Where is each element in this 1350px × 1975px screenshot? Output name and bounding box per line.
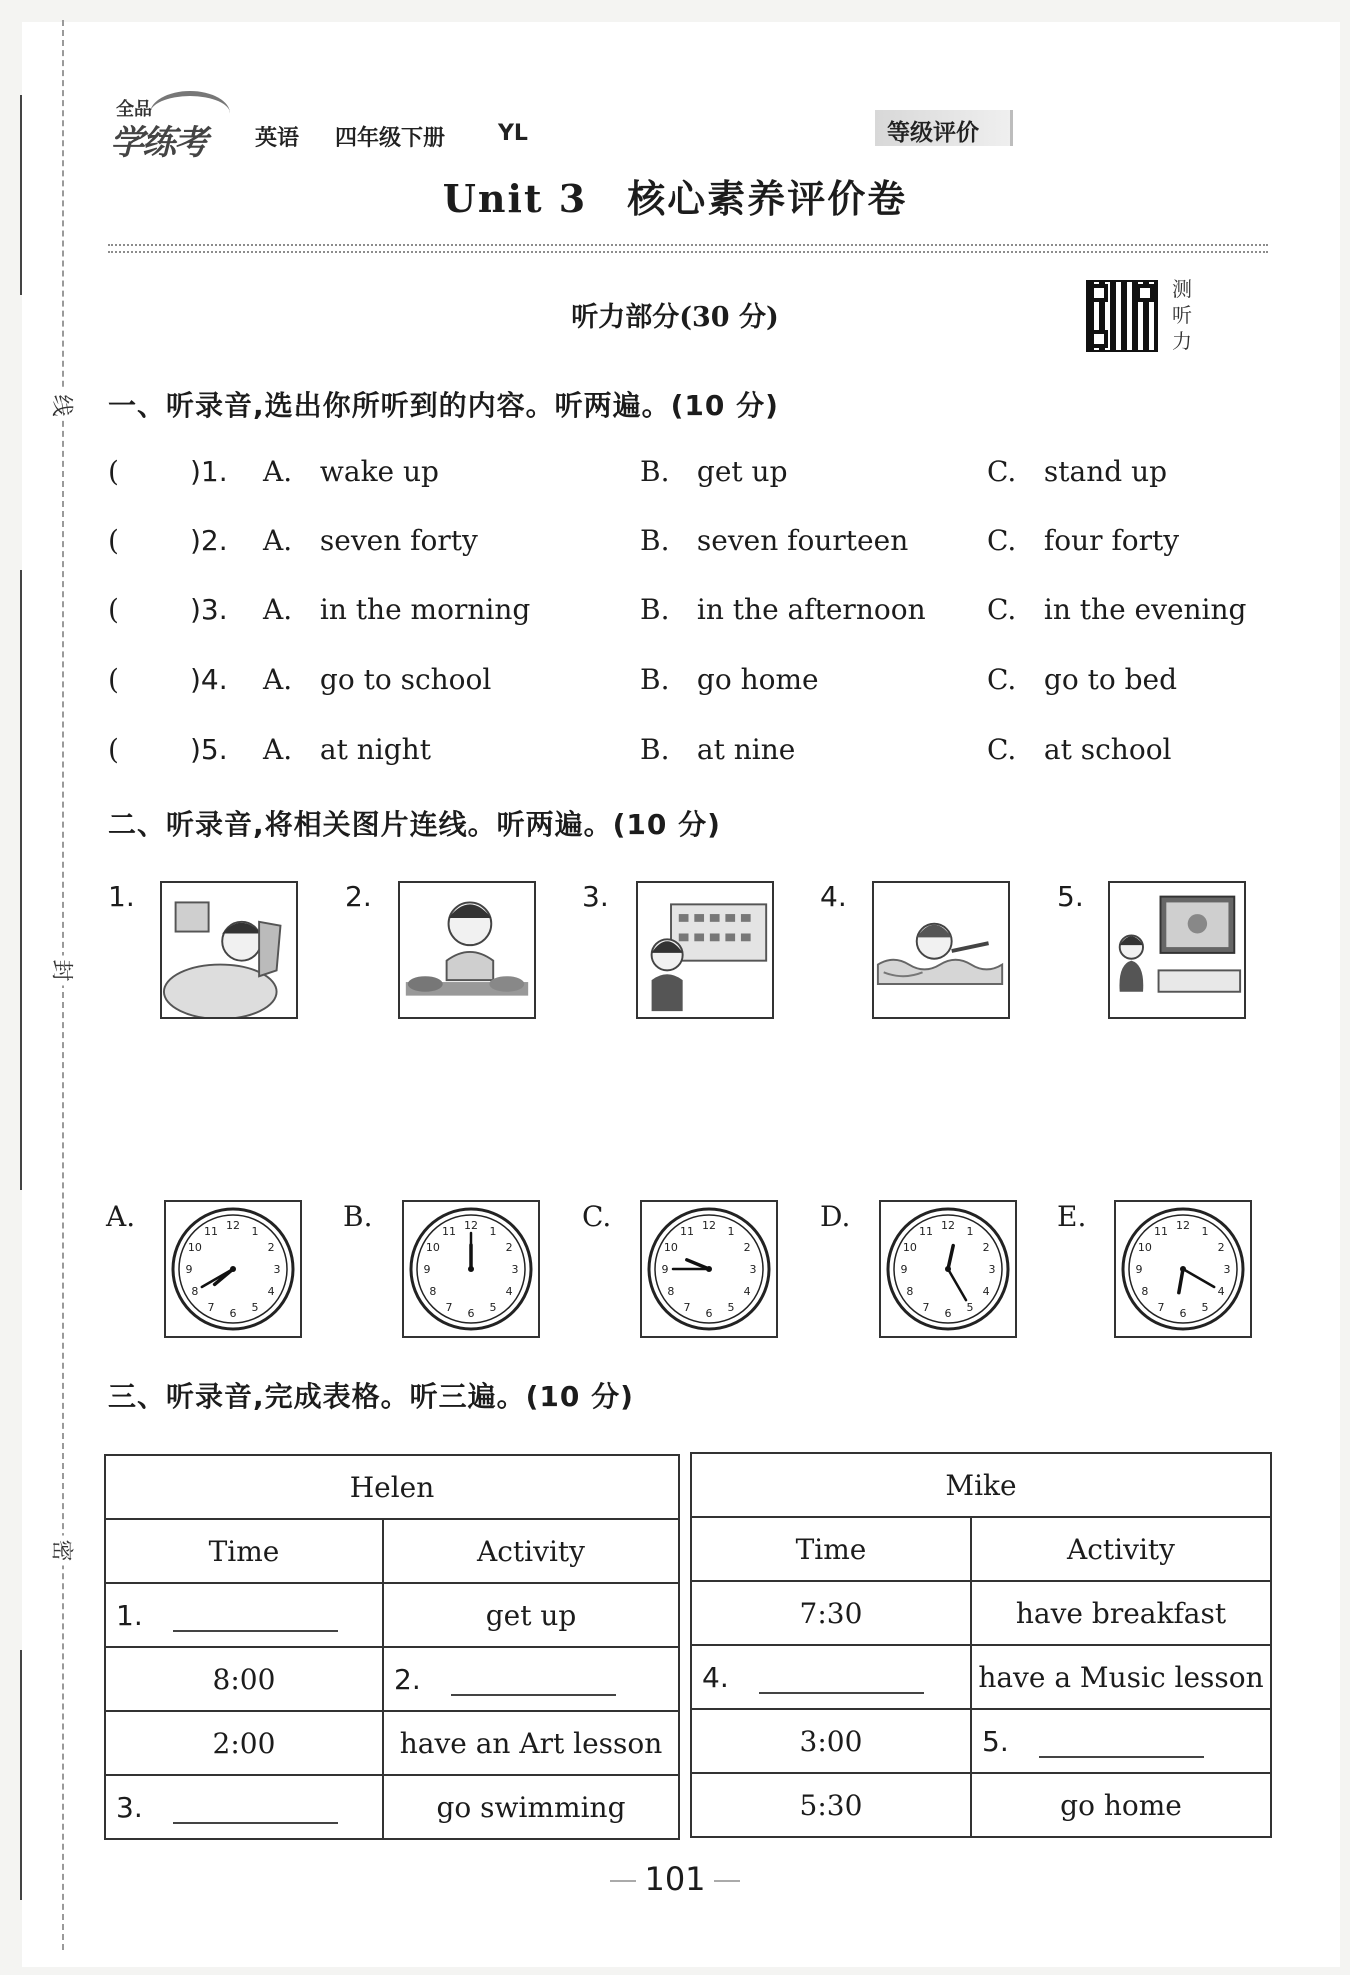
option-a: A. wake up — [263, 455, 439, 488]
option-b: B. get up — [640, 455, 788, 488]
option-a: A. go to school — [263, 663, 492, 696]
table-header-name: Mike — [691, 1453, 1271, 1517]
clock-a[interactable] — [164, 1200, 302, 1338]
clock-number: 1 — [727, 1224, 735, 1238]
question-number: )2. — [190, 524, 228, 557]
clock-number: 12 — [941, 1219, 955, 1232]
question-number: )5. — [190, 733, 228, 766]
clock-d[interactable] — [879, 1200, 1017, 1338]
logo-small-text: 全品 — [116, 99, 152, 120]
edition-label: YL — [498, 121, 528, 146]
section1-heading: 一、听录音,选出你所听到的内容。听两遍。(10 分) — [108, 389, 779, 422]
clock-number: 4 — [743, 1285, 751, 1298]
clock-number: 7 — [1157, 1301, 1165, 1315]
girl-at-school-picture[interactable] — [636, 881, 774, 1019]
table-cell: 2:00 — [105, 1711, 383, 1775]
option-b: B. in the afternoon — [640, 593, 926, 626]
answer-line[interactable] — [1039, 1730, 1204, 1758]
clock-number: 12 — [1176, 1219, 1190, 1232]
clock-center — [230, 1266, 236, 1272]
table-header-name: Helen — [105, 1455, 679, 1519]
margin-char-feng: 封 — [48, 956, 79, 986]
answer-line[interactable] — [173, 1604, 338, 1632]
section3-heading: 三、听录音,完成表格。听三遍。(10 分) — [108, 1380, 634, 1413]
clock-letter: E. — [1057, 1200, 1087, 1233]
clock-number: 7 — [207, 1301, 215, 1315]
publisher-logo — [110, 95, 232, 165]
page-number: 101 — [0, 1860, 1350, 1898]
clock-center — [468, 1266, 474, 1272]
clock-number: 5 — [489, 1301, 497, 1315]
picture-number: 3. — [582, 880, 609, 913]
picture-number: 5. — [1057, 880, 1084, 913]
clock-number: 5 — [251, 1301, 259, 1315]
clock-number: 8 — [667, 1285, 675, 1298]
subject-label: 英语 — [255, 126, 300, 151]
picture-number: 1. — [108, 880, 135, 913]
table-cell: have an Art lesson — [383, 1711, 679, 1775]
listening-section-title: 听力部分(30 分) — [571, 302, 779, 333]
clock-number: 9 — [423, 1263, 431, 1276]
answer-blank-cell[interactable]: 2. — [383, 1647, 679, 1711]
clock-number: 9 — [1135, 1263, 1143, 1276]
clock-face-icon — [642, 1202, 776, 1336]
answer-paren[interactable]: ( — [108, 733, 119, 766]
answer-blank-cell[interactable]: 5. — [971, 1709, 1271, 1773]
col-header-time: Time — [691, 1517, 971, 1581]
answer-blank-cell[interactable]: 4. — [691, 1645, 971, 1709]
col-header-activity: Activity — [971, 1517, 1271, 1581]
clock-number: 10 — [1137, 1241, 1152, 1254]
question-row — [108, 663, 1268, 703]
clock-number: 5 — [1201, 1301, 1209, 1315]
clock-number: 11 — [1154, 1224, 1168, 1238]
clock-number: 1 — [1201, 1224, 1209, 1238]
answer-line[interactable] — [173, 1796, 338, 1824]
picture-number: 4. — [820, 880, 847, 913]
clock-number: 8 — [1141, 1285, 1149, 1298]
option-c: C. four forty — [987, 524, 1180, 557]
clock-number: 3 — [511, 1263, 519, 1276]
helen-table — [104, 1454, 680, 1840]
clock-number: 4 — [1217, 1285, 1225, 1298]
answer-line[interactable] — [759, 1666, 924, 1694]
clock-b[interactable] — [402, 1200, 540, 1338]
clock-letter: D. — [820, 1200, 851, 1233]
clock-number: 2 — [982, 1241, 990, 1254]
clock-face-icon — [881, 1202, 1015, 1336]
boy-eating-meal-picture[interactable] — [398, 881, 536, 1019]
clock-number: 10 — [425, 1241, 440, 1254]
clock-face-icon — [166, 1202, 300, 1336]
clock-number: 6 — [229, 1307, 237, 1320]
clock-letter: A. — [106, 1200, 136, 1233]
margin-char-mi: 密 — [48, 1536, 79, 1566]
clock-number: 8 — [906, 1285, 914, 1298]
header-divider — [108, 251, 1268, 253]
answer-blank-cell[interactable]: 1. — [105, 1583, 383, 1647]
header-divider — [108, 244, 1268, 246]
clock-number: 11 — [919, 1224, 933, 1238]
clock-number: 4 — [267, 1285, 275, 1298]
clock-c[interactable] — [640, 1200, 778, 1338]
clock-number: 9 — [900, 1263, 908, 1276]
clock-number: 7 — [445, 1301, 453, 1315]
clock-number: 8 — [429, 1285, 437, 1298]
answer-paren[interactable]: ( — [108, 593, 119, 626]
col-header-time: Time — [105, 1519, 383, 1583]
clock-number: 9 — [185, 1263, 193, 1276]
clock-number: 9 — [661, 1263, 669, 1276]
question-number: )1. — [190, 455, 228, 488]
table-cell: 5:30 — [691, 1773, 971, 1837]
table-cell: 8:00 — [105, 1647, 383, 1711]
clock-number: 11 — [204, 1224, 218, 1238]
clock-number: 3 — [988, 1263, 996, 1276]
binding-solid-line — [20, 570, 22, 1190]
clock-number: 2 — [505, 1241, 513, 1254]
clock-number: 10 — [902, 1241, 917, 1254]
evaluation-tag-text: 等级评价 — [887, 120, 979, 146]
clock-number: 12 — [464, 1219, 478, 1232]
paper-title: 核心素养评价卷 — [627, 176, 908, 221]
clock-number: 6 — [705, 1307, 713, 1320]
clock-number: 1 — [489, 1224, 497, 1238]
margin-char-xian: 线 — [48, 391, 79, 421]
clock-number: 2 — [267, 1241, 275, 1254]
option-a: A. seven forty — [263, 524, 478, 557]
clock-letter: C. — [582, 1200, 612, 1233]
unit-title: Unit 3 — [442, 176, 588, 221]
clock-number: 4 — [982, 1285, 990, 1298]
qr-code-icon[interactable] — [1086, 280, 1158, 352]
clock-number: 8 — [191, 1285, 199, 1298]
table-cell: 7:30 — [691, 1581, 971, 1645]
table-cell: have breakfast — [971, 1581, 1271, 1645]
clock-number: 1 — [966, 1224, 974, 1238]
question-number: )3. — [190, 593, 228, 626]
clock-face-icon — [1116, 1202, 1250, 1336]
answer-paren[interactable]: ( — [108, 455, 119, 488]
table-cell: have a Music lesson — [971, 1645, 1271, 1709]
option-b: B. seven fourteen — [640, 524, 909, 557]
logo-main-text: 学练考 — [110, 123, 206, 163]
answer-paren[interactable]: ( — [108, 663, 119, 696]
clock-number: 3 — [273, 1263, 281, 1276]
clock-number: 7 — [683, 1301, 691, 1315]
clock-number: 6 — [1179, 1307, 1187, 1320]
clock-number: 7 — [922, 1301, 930, 1315]
clock-number: 11 — [680, 1224, 694, 1238]
mike-table — [690, 1452, 1272, 1838]
option-c: C. stand up — [987, 455, 1168, 488]
question-number: )4. — [190, 663, 228, 696]
col-header-activity: Activity — [383, 1519, 679, 1583]
clock-number: 6 — [944, 1307, 952, 1320]
question-row — [108, 455, 1268, 495]
clock-number: 3 — [749, 1263, 757, 1276]
evaluation-tag — [875, 110, 1013, 146]
clock-center — [1180, 1266, 1186, 1272]
clock-number: 2 — [743, 1241, 751, 1254]
clock-e[interactable] — [1114, 1200, 1252, 1338]
clock-number: 11 — [442, 1224, 456, 1238]
page-title — [0, 168, 1350, 223]
option-b: B. at nine — [640, 733, 796, 766]
clock-number: 3 — [1223, 1263, 1231, 1276]
clock-number: 2 — [1217, 1241, 1225, 1254]
answer-paren[interactable]: ( — [108, 524, 119, 557]
section2-heading: 二、听录音,将相关图片连线。听两遍。(10 分) — [108, 808, 721, 841]
clock-number: 12 — [226, 1219, 240, 1232]
clock-center — [706, 1266, 712, 1272]
option-b: B. go home — [640, 663, 819, 696]
clock-number: 5 — [727, 1301, 735, 1315]
option-a: A. in the morning — [263, 593, 531, 626]
picture-number: 2. — [345, 880, 372, 913]
table-cell: 3:00 — [691, 1709, 971, 1773]
clock-number: 10 — [187, 1241, 202, 1254]
clock-number: 4 — [505, 1285, 513, 1298]
boy-swimming-picture[interactable] — [872, 881, 1010, 1019]
clock-face-icon — [404, 1202, 538, 1336]
clock-number: 5 — [966, 1301, 974, 1315]
clock-number: 6 — [467, 1307, 475, 1320]
boy-waking-in-bed-picture[interactable] — [160, 881, 298, 1019]
clock-letter: B. — [343, 1200, 373, 1233]
grade-label: 四年级下册 — [335, 126, 446, 151]
boy-watching-tv-picture[interactable] — [1108, 881, 1246, 1019]
question-row — [108, 593, 1268, 633]
option-c: C. in the evening — [987, 593, 1247, 626]
question-row — [108, 524, 1268, 564]
answer-line[interactable] — [451, 1668, 616, 1696]
answer-blank-cell[interactable]: 3. — [105, 1775, 383, 1839]
table-cell: get up — [383, 1583, 679, 1647]
option-c: C. at school — [987, 733, 1172, 766]
clock-number: 10 — [663, 1241, 678, 1254]
question-row — [108, 733, 1268, 773]
qr-label: 测 听 力 — [1172, 277, 1192, 353]
option-c: C. go to bed — [987, 663, 1178, 696]
clock-number: 1 — [251, 1224, 259, 1238]
table-cell: go swimming — [383, 1775, 679, 1839]
clock-center — [945, 1266, 951, 1272]
option-a: A. at night — [263, 733, 431, 766]
clock-number: 12 — [702, 1219, 716, 1232]
table-cell: go home — [971, 1773, 1271, 1837]
